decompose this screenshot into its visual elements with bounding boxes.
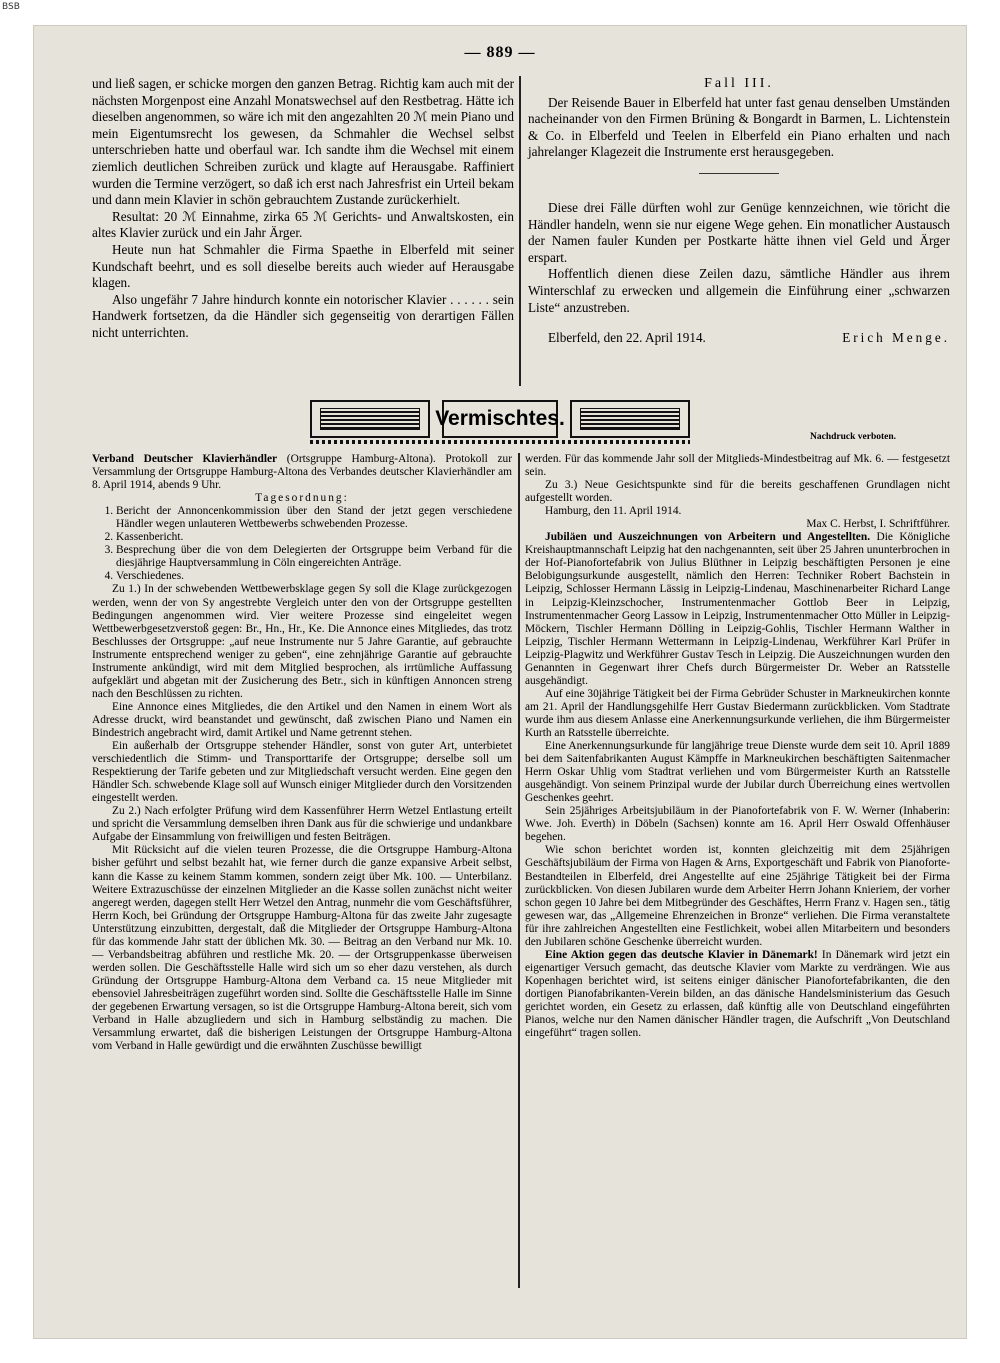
paragraph: Ein außerhalb der Ortsgruppe stehender Händler, sonst von guter Art, unterbietet verschiedentlich die Stimm- und Transporttarife der Ortsgruppe; derselbe soll um Respektierung der Tarife gebeten und zur Mitgliedschaft versucht werden. Eine gegen den Händler Sch. schwebende Klage soll auf Wunsch einiger Mitglieder durch den Vorsitzenden eingestellt werden. bbox=[92, 740, 512, 805]
paragraph: Sein 25jähriges Arbeitsjubiläum in der Pianofortefabrik von F. W. Werner (Inhaberin: Wwe. Joh. Everth) in Döbeln (Sachsen) konnte am 16. April Herr Oswald Offenhäuser begehen. bbox=[525, 805, 950, 844]
upper-left-column bbox=[92, 76, 514, 342]
article-heading: Eine Aktion gegen das deutsche Klavier in Dänemark! bbox=[545, 948, 818, 961]
library-mark: BSB bbox=[2, 2, 20, 12]
paragraph: werden. Für das kommende Jahr soll der Mitglieds-Mindestbeitrag auf Mk. 6. — festgesetzt sein. bbox=[525, 453, 950, 479]
place-date: Hamburg, den 11. April 1914. bbox=[545, 505, 682, 518]
upper-right-column bbox=[528, 76, 950, 347]
paragraph: Jubiläen und Auszeichnungen von Arbeitern und Angestellten. Die Königliche Kreishauptmannschaft Leipzig hat den nachgenannten, seit über 25 Jahren ununterbrochen in der Hof-Pianofortefabrik von Julius Blüthner in Leipzig beschäftigten Personen je eine Belobigungsurkunde ausgestellt, nämlich den Herren: Techniker Robert Bachstein in Leipzig, Schlosser Hermann Lässig in Leipzig-Lindenau, Maschinenarbeiter Richard Lange in Leipzig-Kleinzschocher, Instrumentenmacher Gottlob Beer in Leipzig, Instrumentenmacher Georg Lassow in Leipzig, Instrumentenmacher Otto Müller in Leipzig-Möckern, Tischler Hermann Dölling in Leipzig-Gohlis, Tischler Hermann Walther in Leipzig, Tischler Hermann Wettermann in Leipzig-Lindenau, Werkführer Karl Prüfer in Leipzig-Plagwitz und Werkführer Gustav Tesch in Leipzig. Die Auszeichnungen wurden den Genannten in Gegenwart ihrer Chefs durch Bürgermeister Dr. Weber an Ratsstelle ausgehändigt. bbox=[525, 531, 950, 687]
paragraph: Diese drei Fälle dürften wohl zur Genüge kennzeichnen, wie töricht die Händler handeln, wenn sie nur eigene Wege gehen. Ein monatlicher Austausch der Namen fauler Kunden per Postkarte hätte ihnen viel Geld und Ärger erspart. bbox=[528, 199, 950, 265]
paragraph: Der Reisende Bauer in Elberfeld hat unter fast genau denselben Umständen nacheinander von den Firmen Brüning & Bongardt in Barmen, L. Lichtenstein & Co. in Elberfeld und Teelen in Elberfeld ein Piano erhalten und nach jahrelanger Klagezeit die Instrumente erst herausgegeben. bbox=[528, 94, 950, 160]
paragraph: Zu 1.) In der schwebenden Wettbewerbsklage gegen Sy soll die Klage zurückgezogen werden, wenn der von Sy angestrebte Vergleich unter den von der Ortsgruppe gestellten Bedingungen angenommen wird. Vier weitere Prozesse sind eingeleitet wegen Wettbewerbgesetzverstoß gegen: Br., Hn., Hr., Ke. Die Annonce eines Mitgliedes, das trotz Beschlusses der Ortsgruppe: „auf neue Instrumente nur 5 Jahre Garantie, auf gebrauchte Instrumente entsprechend weniger zu geben“, eine zehnjährige Garantie auf gebrauchte Instrumente ankündigt, wird mit dem Mitglied besprochen, als irrtümliche Auffassung aufgeklärt und abgetan mit der Zusicherung des Betr., sich in künftigen Annoncen streng nach den Beschlüssen zu richten. bbox=[92, 583, 512, 700]
paragraph: Wie schon berichtet worden ist, konnten gleichzeitig mit dem 25jährigen Geschäftsjubiläum der Firma von Hagen & Arns, Exportgeschäft und Fabrik von Pianoforte-Bestandteilen in Elberfeld, drei Angestellte auf eine 25jährige Tätigkeit bei der Firma zurückblicken. Von diesen Jubilaren wurde dem Arbeiter Herrn Johann Knieriem, der vorher schon gegen 10 Jahre bei dem Mitbegründer des Geschäftes, Herrn Franz v. Hagen sen., tätig gewesen war, das „Allgemeine Ehrenzeichen in Bronze“ verliehen. Die Firma veranstaltete für ihre zahlreichen Angestellten eine Festlichkeit, wobei allen Mitarbeitern und besonders den Jubilaren schöne Geschenke überreicht wurden. bbox=[525, 844, 950, 948]
paragraph: Also ungefähr 7 Jahre hindurch konnte ein notorischer Klavier . . . . . . sein Handwerk fortsetzen, da die Händler sich gegenseitig von derartigen Fällen nicht unterrichten. bbox=[92, 291, 514, 340]
column-divider bbox=[519, 76, 521, 386]
paragraph: Auf eine 30jährige Tätigkeit bei der Firma Gebrüder Schuster in Markneukirchen konnte am 21. April der Handlungsgehilfe Herr Gustav Biedermann zurückblicken. Vom Stadtrate wurde ihm aus diesem Anlasse eine Anerkennungsurkunde verliehen, die ihm Bürgermeister Kurth an Ratsstelle überreichte. bbox=[525, 687, 950, 739]
agenda-list bbox=[92, 505, 512, 583]
article-heading: Fall III. bbox=[704, 76, 774, 91]
paragraph: Eine Annonce eines Mitgliedes, die den Artikel und den Namen in einem Wort als Adresse druckt, wird beanstandet und gewünscht, daß zwischen Piano und Namen ein Bindestrich angebracht wird, damit Artikel und Name getrennt stehen. bbox=[92, 700, 512, 739]
list-item: 1. Bericht der Annoncenkommission über den Stand der jetzt gegen verschiedene Händler wegen unlauteren Wettbewerbs schwebenden Prozesse. bbox=[116, 505, 512, 531]
paragraph: Eine Anerkennungsurkunde für langjährige treue Dienste wurde dem seit 10. April 1889 bei dem Saitenfabrikanten August Kämpffe in Markneukirchen beschäftigten Saitenmacher Herrn Oskar Uhlig vom Stadtrat verliehen und vom Bürgermeister Kurth an Ratsstelle ausgehändigt. Von seinem Prinzipal wurde der Jubilar durch Überreichung eines wertvollen Geschenkes geehrt. bbox=[525, 740, 950, 805]
list-item: 4. Verschiedenes. bbox=[116, 570, 512, 583]
article-heading: Jubiläen und Auszeichnungen von Arbeitern und Angestellten. bbox=[545, 531, 871, 544]
page-number: — 889 — bbox=[464, 44, 536, 61]
paragraph: Mit Rücksicht auf die vielen teuren Prozesse, die die Ortsgruppe Hamburg-Altona bisher geführt und selbst bezahlt hat, wie ferner durch die ganze expansive Arbeit selbst, kann die Kasse zu keinem Stamm kommen, sondern zeigt über Mk. 100. — Unterbilanz. Weitere Extrazuschüsse der einzelnen Mitglieder an die Kasse sollen zunächst nicht weiter angeregt werden, dagegen stellt Herr Wetzel den Antrag, nunmehr die vom Geschäftsführer, Herrn Koch, bei Gründung der Ortsgruppe Hamburg-Altona für das zweite Jahr zugesagte Unterstützung einzubitten, dergestalt, daß die Mitglieder der Ortsgruppe Hamburg-Altona für das kommende Jahr statt der üblichen Mk. 30. — Beitrag an den Verband nur Mk. 10. — Verbandsbeitrag abführen und restliche Mk. 20. — der Ortsgruppenkasse überweisen werden sollen. Die Geschäftsstelle Halle wird sich um so eher dazu verstehen, als durch Gründung der Ortsgruppe Hamburg-Altona dem Verband ca. 15 neue Mitglieder mit ebensoviel Jahresbeiträgen zugeführt worden sind. Sollte die Geschäftsstelle Halle im Sinne der gegebenen Erwartung versagen, so ist die Ortsgruppe Hamburg-Altona bereit, sich vom Verband in Halle abzugliedern und sich in Hamburg selbständig zu machen. Die Versammlung erwartet, daß die bisherigen Leistungen der Ortsgruppe Hamburg-Altona vom Verband in Halle gewürdigt und die erwähnten Zuschüsse bewilligt bbox=[92, 844, 512, 1053]
lower-left-column bbox=[92, 453, 512, 1053]
section-banner bbox=[310, 398, 690, 442]
signature-line bbox=[528, 330, 950, 347]
paragraph: Zu 2.) Nach erfolgter Prüfung wird dem Kassenführer Herrn Wetzel Entlastung erteilt und spricht die Versammlung demselben ihren Dank aus für die schwierige und undankbare Aufgabe der Einsammlung von freiwilligen und festen Beiträgen. bbox=[92, 805, 512, 844]
paragraph: Resultat: 20 ℳ Einnahme, zirka 65 ℳ Gerichts- und Anwaltskosten, ein altes Klavier zurück und ein Jahr Ärger. bbox=[92, 208, 514, 241]
column-divider bbox=[518, 453, 520, 1288]
paragraph: Eine Aktion gegen das deutsche Klavier in Dänemark! In Dänemark wird jetzt ein eigenartiger Versuch gemacht, das deutsche Klavier vom Markte zu verdrängen. Wie aus Kopenhagen berichtet wird, ist seitens einiger dänischer Pianofortefabrikanten, die den dortigen Pianofabrikanten-Verein bilden, an das dänische Handelsministerium das Gesuch gerichtet worden, ein Gesetz zu erlassen, daß künftig alle von Deutschland eingeführten Pianos, welche nur den Namen dänischer Händler tragen, die Aufschrift „Von Deutschland eingeführt“ tragen sollen. bbox=[525, 948, 950, 1040]
separator bbox=[699, 173, 779, 174]
paragraph: Hoffentlich dienen diese Zeilen dazu, sämtliche Händler aus ihrem Winterschlaf zu erwecken und allgemein die Einführung einer „schwarzen Liste“ anzustreben. bbox=[528, 266, 950, 315]
banner-dots bbox=[310, 440, 690, 444]
section-title: Vermischtes. bbox=[442, 400, 558, 438]
paragraph: und ließ sagen, er schicke morgen den ganzen Betrag. Richtig kam auch mit der nächsten Morgenpost eine Anzahl Monatswechsel auf den Restbetrag. Hätte ich dieselben angenommen, so wäre ich mit den angezahlten 20 ℳ mein Piano und mein Eigentumsrecht los gewesen, da Schmahler die Wechsel selbst unterschrieben hatte und oberfaul war. Ich sandte ihm die Wechsel mit einem ziemlich deutlichen Schreiben zurück und klagte auf Herausgabe. Raffiniert wurden die Termine verzögert, so daß ich erst nach Jahresfrist ein Urteil bekam und dann mein Klavier in schön gebrauchtem Zustande zurückerhielt. bbox=[92, 76, 514, 208]
paragraph: Verband Deutscher Klavierhändler (Ortsgruppe Hamburg-Altona). Protokoll zur Versammlung der Ortsgruppe Hamburg-Altona des Verbandes deutscher Klavierhändler am 8. April 1914, abends 9 Uhr. bbox=[92, 453, 513, 492]
agenda-title: Tagesordnung: bbox=[255, 492, 349, 505]
list-item: 3. Besprechung über die von dem Delegierten der Ortsgruppe beim Verband für die diesjährige Hauptversammlung in Cöln eingereichten Anträge. bbox=[116, 544, 512, 570]
banner-ornament bbox=[570, 400, 690, 438]
paragraph: Heute nun hat Schmahler die Firma Spaethe in Elberfeld mit seiner Kundschaft beehrt, und es soll dieselbe bereits auch wieder auf Herausgabe klagen. bbox=[92, 241, 514, 291]
lower-right-column bbox=[525, 453, 950, 1040]
reprint-notice: Nachdruck verboten. bbox=[810, 432, 897, 442]
banner-ornament bbox=[310, 400, 430, 438]
paragraph: Zu 3.) Neue Gesichtspunkte sind für die bereits geschaffenen Grundlagen nicht aufgestellt worden. bbox=[525, 479, 950, 505]
signature: Max C. Herbst, I. Schriftführer. bbox=[806, 518, 950, 531]
list-item: 2. Kassenbericht. bbox=[116, 531, 512, 544]
article-heading: Verband Deutscher Klavierhändler bbox=[92, 453, 278, 465]
author: Erich Menge. bbox=[842, 330, 950, 346]
place-date: Elberfeld, den 22. April 1914. bbox=[548, 330, 706, 346]
